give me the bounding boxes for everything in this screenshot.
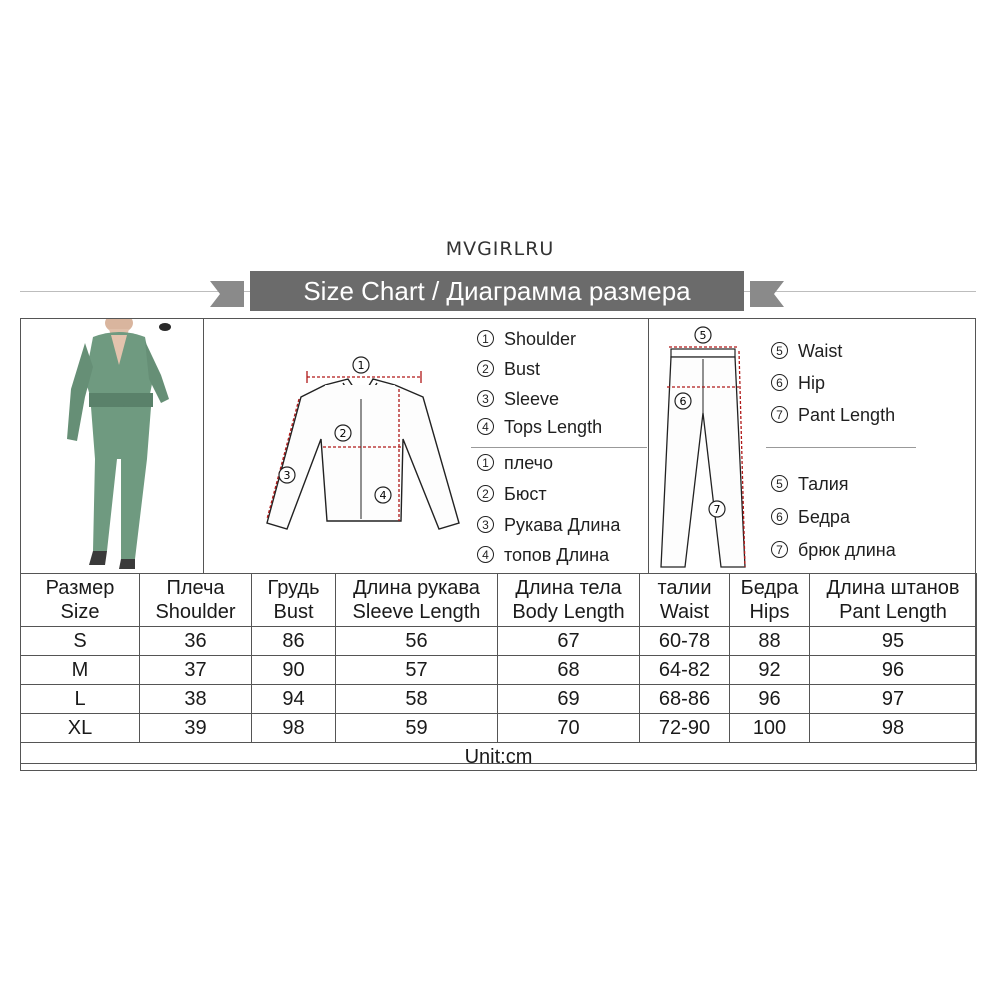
table-cell: 96: [810, 656, 977, 685]
table-cell: 86: [252, 627, 336, 656]
table-cell: 72-90: [640, 714, 730, 743]
legend-item: 6 Hip: [771, 373, 825, 394]
header-cell: Плеча Shoulder: [140, 574, 252, 627]
table-cell: 69: [498, 685, 640, 714]
header-cell: Длина штанов Pant Length: [810, 574, 977, 627]
svg-text:5: 5: [699, 329, 707, 342]
table-cell: 88: [730, 627, 810, 656]
marker-3: [279, 467, 295, 483]
table-cell: 90: [252, 656, 336, 685]
size-table: [20, 573, 977, 771]
table-cell: 68: [498, 656, 640, 685]
header-cell: Грудь Bust: [252, 574, 336, 627]
table-cell: 95: [810, 627, 977, 656]
ribbon-tail-left: [210, 281, 244, 307]
table-row: [21, 714, 977, 743]
svg-text:2: 2: [339, 427, 347, 440]
unit-row: [21, 743, 977, 771]
svg-text:1: 1: [357, 359, 365, 372]
header-cell: Длина тела Body Length: [498, 574, 640, 627]
header-cell: Длина рукава Sleeve Length: [336, 574, 498, 627]
size-chart: [20, 318, 976, 768]
header-cell: Размер Size: [21, 574, 140, 627]
svg-text:4: 4: [379, 489, 387, 502]
table-cell: 37: [140, 656, 252, 685]
legend-item: 3 Sleeve: [477, 389, 559, 410]
svg-text:6: 6: [679, 395, 687, 408]
legend-item: 7 брюк длина: [771, 540, 896, 561]
marker-4: [375, 487, 391, 503]
table-cell: 94: [252, 685, 336, 714]
jacket-diagram: [253, 349, 483, 539]
table-row: [21, 685, 977, 714]
table-header-row: [21, 574, 977, 627]
legend-item: 5 Waist: [771, 341, 842, 362]
legend-item: 7 Pant Length: [771, 405, 895, 426]
pants-diagram: [649, 323, 759, 571]
legend-item: 5 Талия: [771, 474, 849, 495]
legend-item: 2 Bust: [477, 359, 540, 380]
legend-item: 6 Бедра: [771, 507, 850, 528]
table-cell: M: [21, 656, 140, 685]
legend-item: 1 Shoulder: [477, 329, 576, 350]
table-cell: 92: [730, 656, 810, 685]
table-cell: 97: [810, 685, 977, 714]
divider-legend-pants: [766, 447, 916, 448]
table-cell: XL: [21, 714, 140, 743]
table-cell: 98: [810, 714, 977, 743]
legend-item: 1 плечо: [477, 453, 553, 474]
table-cell: 57: [336, 656, 498, 685]
table-cell: 96: [730, 685, 810, 714]
table-cell: 98: [252, 714, 336, 743]
marker-6: [675, 393, 691, 409]
table-cell: L: [21, 685, 140, 714]
table-cell: S: [21, 627, 140, 656]
legend-item: 4 Tops Length: [477, 417, 602, 438]
table-cell: 36: [140, 627, 252, 656]
header-cell: талии Waist: [640, 574, 730, 627]
marker-7: [709, 501, 725, 517]
marker-5: [695, 327, 711, 343]
table-row: [21, 627, 977, 656]
marker-2: [335, 425, 351, 441]
table-cell: 67: [498, 627, 640, 656]
svg-text:3: 3: [283, 469, 291, 482]
banner-title: Size Chart / Диаграмма размера: [250, 271, 744, 311]
table-cell: 64-82: [640, 656, 730, 685]
marker-1: [353, 357, 369, 373]
table-row: [21, 656, 977, 685]
legend-item: 3 Рукава Длина: [477, 515, 620, 536]
legend-item: 2 Бюст: [477, 484, 547, 505]
table-cell: 59: [336, 714, 498, 743]
table-cell: 70: [498, 714, 640, 743]
legend-item: 4 топов Длина: [477, 545, 609, 566]
unit-label: Unit:cm: [21, 743, 977, 771]
ribbon-tail-right: [750, 281, 784, 307]
table-cell: 58: [336, 685, 498, 714]
divider-legend-top: [471, 447, 647, 448]
brand-logo: MVGIRLRU: [445, 238, 555, 260]
header-cell: Бедра Hips: [730, 574, 810, 627]
table-cell: 56: [336, 627, 498, 656]
model-photo: [21, 319, 203, 573]
table-cell: 38: [140, 685, 252, 714]
svg-text:7: 7: [713, 503, 721, 516]
table-cell: 68-86: [640, 685, 730, 714]
divider-photo: [203, 319, 204, 573]
table-cell: 100: [730, 714, 810, 743]
table-cell: 39: [140, 714, 252, 743]
model-jumpsuit-image: [21, 319, 203, 573]
table-cell: 60-78: [640, 627, 730, 656]
